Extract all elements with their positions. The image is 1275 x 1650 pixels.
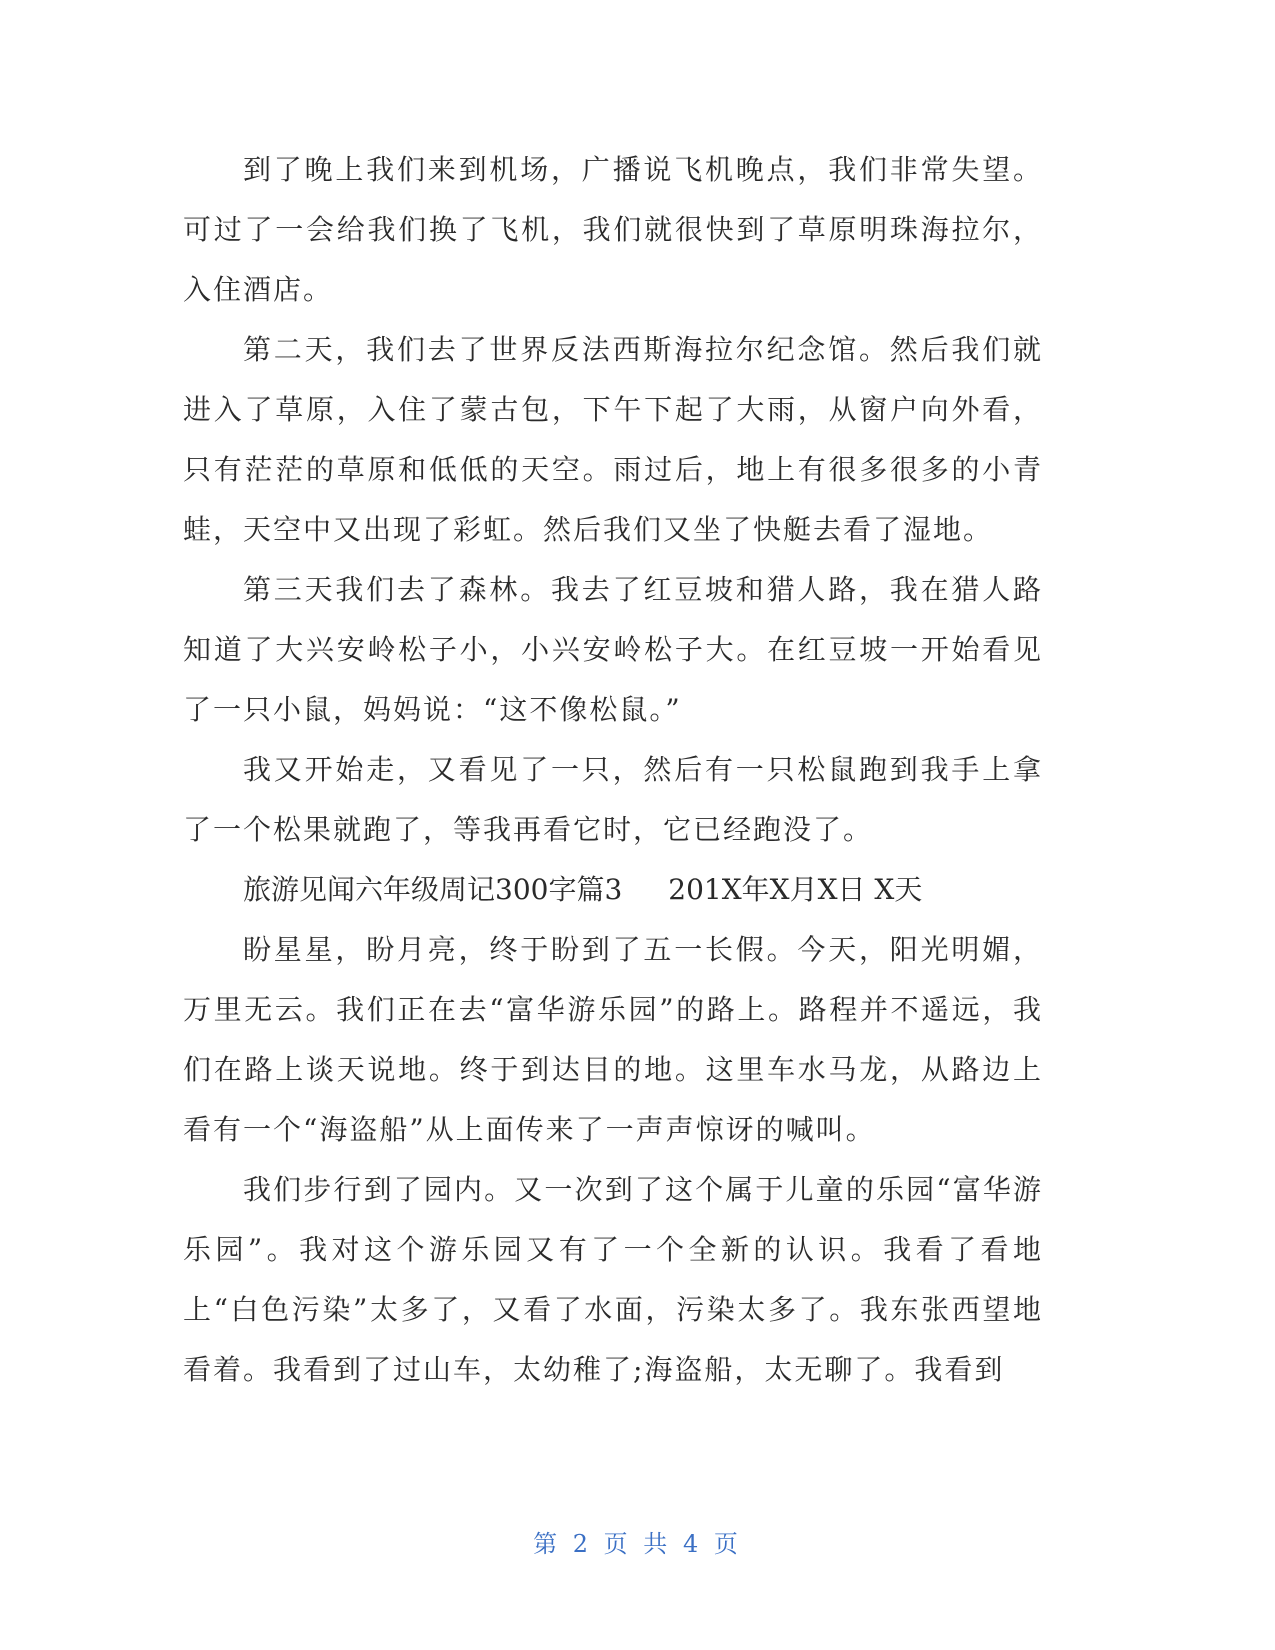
paragraph-park: 我们步行到了园内。又一次到了这个属于儿童的乐园“富华游乐园”。我对这个游乐园又有了一个全新的认识。我看了看地上“白色污染”太多了，又看了水面，污染太多了。我东张西望地看着。我看到了过山车，太幼稚了;海盗船，太无聊了。我看到 <box>183 1173 1043 1386</box>
page-number-footer: 第 2 页 共 4 页 <box>533 1530 742 1558</box>
section-heading <box>183 860 1043 920</box>
paragraph-squirrel: 我又开始走，又看见了一只，然后有一只松鼠跑到我手上拿了一个松果就跑了，等我再看它时，它已经跑没了。 <box>183 753 1043 846</box>
paragraph-day-three: 第三天我们去了森林。我去了红豆坡和猎人路，我在猎人路知道了大兴安岭松子小，小兴安岭松子大。在红豆坡一开始看见了一只小鼠，妈妈说：“这不像松鼠。” <box>183 573 1043 726</box>
section-title: 旅游见闻六年级周记300字篇3 <box>243 873 623 906</box>
section-date: 201X年X月X日 X天 <box>668 873 923 906</box>
document-body <box>183 140 1043 1400</box>
paragraph-day-two: 第二天，我们去了世界反法西斯海拉尔纪念馆。然后我们就进入了草原，入住了蒙古包，下午下起了大雨，从窗户向外看，只有茫茫的草原和低低的天空。雨过后，地上有很多很多的小青蛙，天空中又出现了彩虹。然后我们又坐了快艇去看了湿地。 <box>183 333 1043 546</box>
paragraph-arrival: 到了晚上我们来到机场，广播说飞机晚点，我们非常失望。可过了一会给我们换了飞机，我们就很快到了草原明珠海拉尔，入住酒店。 <box>183 153 1043 306</box>
paragraph-may-holiday: 盼星星，盼月亮，终于盼到了五一长假。今天，阳光明媚，万里无云。我们正在去“富华游乐园”的路上。路程并不遥远，我们在路上谈天说地。终于到达目的地。这里车水马龙，从路边上看有一个“海盗船”从上面传来了一声声惊讶的喊叫。 <box>183 933 1043 1146</box>
